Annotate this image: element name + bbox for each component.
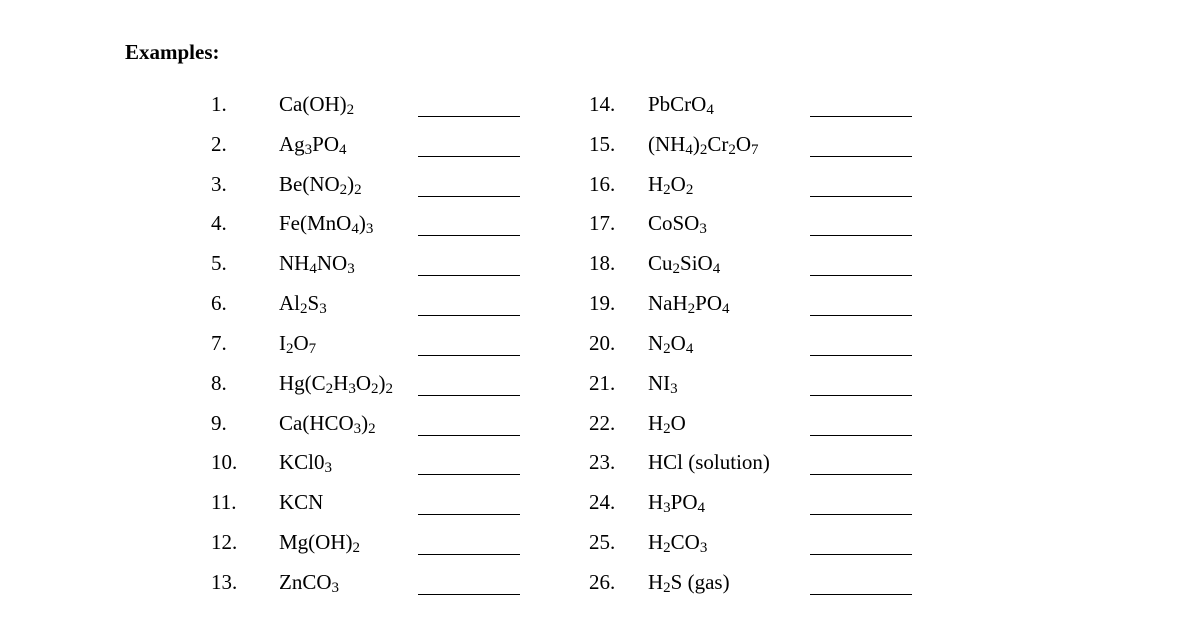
formula-subscript: 2 [728, 141, 736, 158]
answer-blank[interactable] [810, 594, 912, 595]
answer-blank[interactable] [418, 594, 520, 595]
formula-text: O [355, 370, 372, 395]
formula-text: CO [670, 530, 700, 555]
exercise-number: 23. [589, 450, 616, 475]
formula-subscript: 3 [353, 420, 362, 437]
formula-subscript: 4 [339, 141, 347, 158]
formula-subscript: 2 [663, 540, 671, 557]
formula-text: PbCrO [648, 92, 707, 116]
formula-text: H [648, 410, 664, 435]
formula-subscript: 7 [751, 141, 759, 158]
answer-blank[interactable] [418, 275, 520, 276]
formula-subscript: 3 [365, 221, 374, 238]
formula-text: Cu [648, 251, 673, 276]
exercise-number: 16. [589, 171, 616, 196]
formula-text: Cr [707, 131, 729, 156]
formula-text: ) [378, 370, 386, 395]
formula-text: Ag [279, 131, 305, 156]
formula-text: Mg(OH) [279, 530, 353, 555]
exercise-number: 12. [211, 530, 238, 555]
chemical-formula [648, 90, 714, 118]
exercise-number: 7. [211, 330, 227, 355]
formula-subscript: 2 [300, 301, 308, 318]
formula-subscript: 2 [663, 579, 671, 596]
formula-subscript: 3 [699, 540, 708, 557]
formula-subscript: 2 [672, 261, 681, 278]
formula-subscript: 7 [308, 340, 317, 357]
answer-blank[interactable] [810, 315, 912, 316]
chemical-formula [279, 130, 347, 158]
answer-blank[interactable] [810, 156, 912, 157]
formula-text: O [670, 330, 686, 355]
chemical-formula [648, 170, 693, 198]
formula-text: Ca(HCO [279, 410, 354, 435]
answer-blank[interactable] [810, 355, 912, 356]
exercise-number: 26. [589, 569, 616, 594]
answer-blank[interactable] [810, 474, 912, 475]
formula-subscript: 4 [685, 340, 694, 357]
exercise-number: 17. [589, 211, 616, 236]
formula-subscript: 2 [685, 181, 694, 198]
formula-subscript: 3 [670, 380, 678, 397]
exercise-number: 20. [589, 330, 616, 355]
formula-text: HCl (solution) [648, 450, 770, 475]
formula-subscript: 4 [685, 141, 693, 158]
answer-blank[interactable] [810, 235, 912, 236]
formula-text: H [648, 530, 664, 555]
formula-subscript: 2 [385, 380, 394, 397]
chemical-formula [279, 329, 316, 357]
chemical-formula [648, 249, 720, 277]
formula-subscript: 2 [339, 181, 348, 198]
chemical-formula [648, 130, 759, 158]
answer-blank[interactable] [810, 514, 912, 515]
formula-subscript: 2 [687, 301, 696, 318]
answer-blank[interactable] [810, 554, 912, 555]
formula-text: H [648, 171, 664, 196]
exercise-number: 4. [211, 211, 227, 236]
formula-subscript: 2 [663, 340, 671, 357]
formula-text: Hg(C [279, 370, 326, 395]
answer-blank[interactable] [418, 435, 520, 436]
chemical-formula [279, 369, 393, 397]
formula-text: ) [692, 131, 700, 156]
chemical-formula [279, 488, 323, 516]
formula-text: Al [279, 291, 300, 316]
formula-text: N [648, 330, 664, 355]
answer-blank[interactable] [810, 395, 912, 396]
formula-subscript: 2 [352, 540, 360, 557]
answer-blank[interactable] [418, 196, 520, 197]
formula-text: ZnCO [279, 569, 332, 594]
answer-blank[interactable] [810, 275, 912, 276]
formula-subscript: 2 [346, 102, 355, 118]
formula-subscript: 4 [712, 261, 721, 278]
chemical-formula [648, 568, 730, 596]
formula-text: I [279, 330, 286, 355]
formula-text: Be(NO [279, 171, 340, 196]
chemical-formula [648, 369, 678, 397]
chemical-formula [648, 209, 707, 237]
answer-blank[interactable] [418, 554, 520, 555]
formula-text: PO [670, 490, 698, 515]
exercise-number: 18. [589, 251, 616, 276]
formula-text: O [670, 171, 686, 196]
answer-blank[interactable] [418, 395, 520, 396]
chemical-formula [648, 528, 707, 556]
answer-blank[interactable] [418, 156, 520, 157]
exercise-number: 21. [589, 370, 616, 395]
formula-subscript: 2 [354, 181, 362, 198]
formula-text: KCl0 [279, 450, 325, 475]
answer-blank[interactable] [810, 116, 912, 117]
formula-text: ) [358, 211, 366, 236]
exercise-number: 9. [211, 410, 227, 435]
chemical-formula [648, 329, 693, 357]
formula-text: NO [316, 251, 348, 276]
formula-text: KCN [279, 490, 324, 515]
formula-text: S (gas) [670, 569, 730, 594]
chemical-formula [279, 209, 373, 237]
exercise-number: 15. [589, 131, 616, 156]
formula-subscript: 4 [351, 221, 359, 238]
exercise-number: 22. [589, 410, 616, 435]
formula-text: Fe(MnO [279, 211, 352, 236]
answer-blank[interactable] [418, 116, 520, 117]
exercise-number: 3. [211, 171, 227, 196]
answer-blank[interactable] [418, 235, 520, 236]
formula-text: CoSO [648, 211, 700, 236]
formula-text: ) [347, 171, 355, 196]
formula-text: H [333, 370, 349, 395]
formula-text: SiO [680, 251, 713, 276]
formula-subscript: 2 [371, 380, 379, 397]
chemical-formula [279, 249, 355, 277]
exercise-number: 24. [589, 490, 616, 515]
answer-blank[interactable] [810, 435, 912, 436]
formula-text: NaH [648, 291, 688, 316]
formula-subscript: 3 [319, 301, 327, 318]
formula-text: Ca(OH) [279, 92, 347, 116]
formula-subscript: 4 [697, 500, 706, 517]
exercise-number: 13. [211, 569, 238, 594]
formula-subscript: 3 [663, 500, 671, 517]
chemical-formula [648, 409, 686, 437]
exercise-number: 8. [211, 370, 227, 395]
formula-subscript: 2 [699, 141, 708, 158]
chemical-formula [648, 448, 770, 476]
formula-subscript: 4 [309, 261, 317, 278]
formula-subscript: 3 [348, 380, 356, 397]
formula-text: H [648, 569, 664, 594]
exercise-number: 14. [589, 92, 616, 116]
formula-subscript: 3 [324, 460, 333, 477]
chemical-formula [279, 289, 327, 317]
exercise-number: 19. [589, 291, 616, 316]
chemical-formula [648, 488, 705, 516]
chemical-formula [648, 289, 730, 317]
formula-subscript: 2 [368, 420, 376, 437]
formula-text: NI [648, 370, 671, 395]
exercise-number: 6. [211, 291, 227, 316]
formula-text: PO [312, 131, 340, 156]
formula-subscript: 3 [304, 141, 313, 158]
exercise-number: 2. [211, 131, 227, 156]
formula-subscript: 4 [706, 102, 714, 118]
chemical-formula [279, 409, 376, 437]
formula-text: O [735, 131, 751, 156]
page-heading: Examples: [125, 40, 220, 64]
formula-subscript: 2 [663, 181, 671, 198]
exercise-number: 10. [211, 450, 238, 475]
exercise-number: 5. [211, 251, 227, 276]
chemical-formula [279, 448, 332, 476]
formula-text: H [648, 490, 664, 515]
formula-subscript: 4 [722, 301, 730, 318]
answer-blank[interactable] [418, 474, 520, 475]
formula-text: NH [279, 251, 310, 276]
answer-blank[interactable] [418, 514, 520, 515]
formula-subscript: 3 [699, 221, 707, 238]
exercise-number: 11. [211, 490, 237, 515]
formula-text: S [307, 291, 320, 316]
chemical-formula [279, 528, 360, 556]
answer-blank[interactable] [418, 315, 520, 316]
chemical-formula [279, 170, 362, 198]
chemical-formula [279, 90, 354, 118]
formula-subscript: 3 [331, 579, 339, 596]
answer-blank[interactable] [418, 355, 520, 356]
formula-subscript: 3 [347, 261, 355, 278]
formula-text: O [670, 410, 686, 435]
formula-text: O [293, 330, 309, 355]
exercise-number: 1. [211, 92, 227, 116]
formula-text: PO [695, 291, 723, 316]
exercise-number: 25. [589, 530, 616, 555]
formula-text: (NH [648, 131, 686, 156]
formula-subscript: 2 [663, 420, 671, 437]
chemical-formula [279, 568, 339, 596]
formula-text: ) [361, 410, 369, 435]
formula-subscript: 2 [286, 340, 294, 357]
formula-subscript: 2 [325, 380, 334, 397]
answer-blank[interactable] [810, 196, 912, 197]
